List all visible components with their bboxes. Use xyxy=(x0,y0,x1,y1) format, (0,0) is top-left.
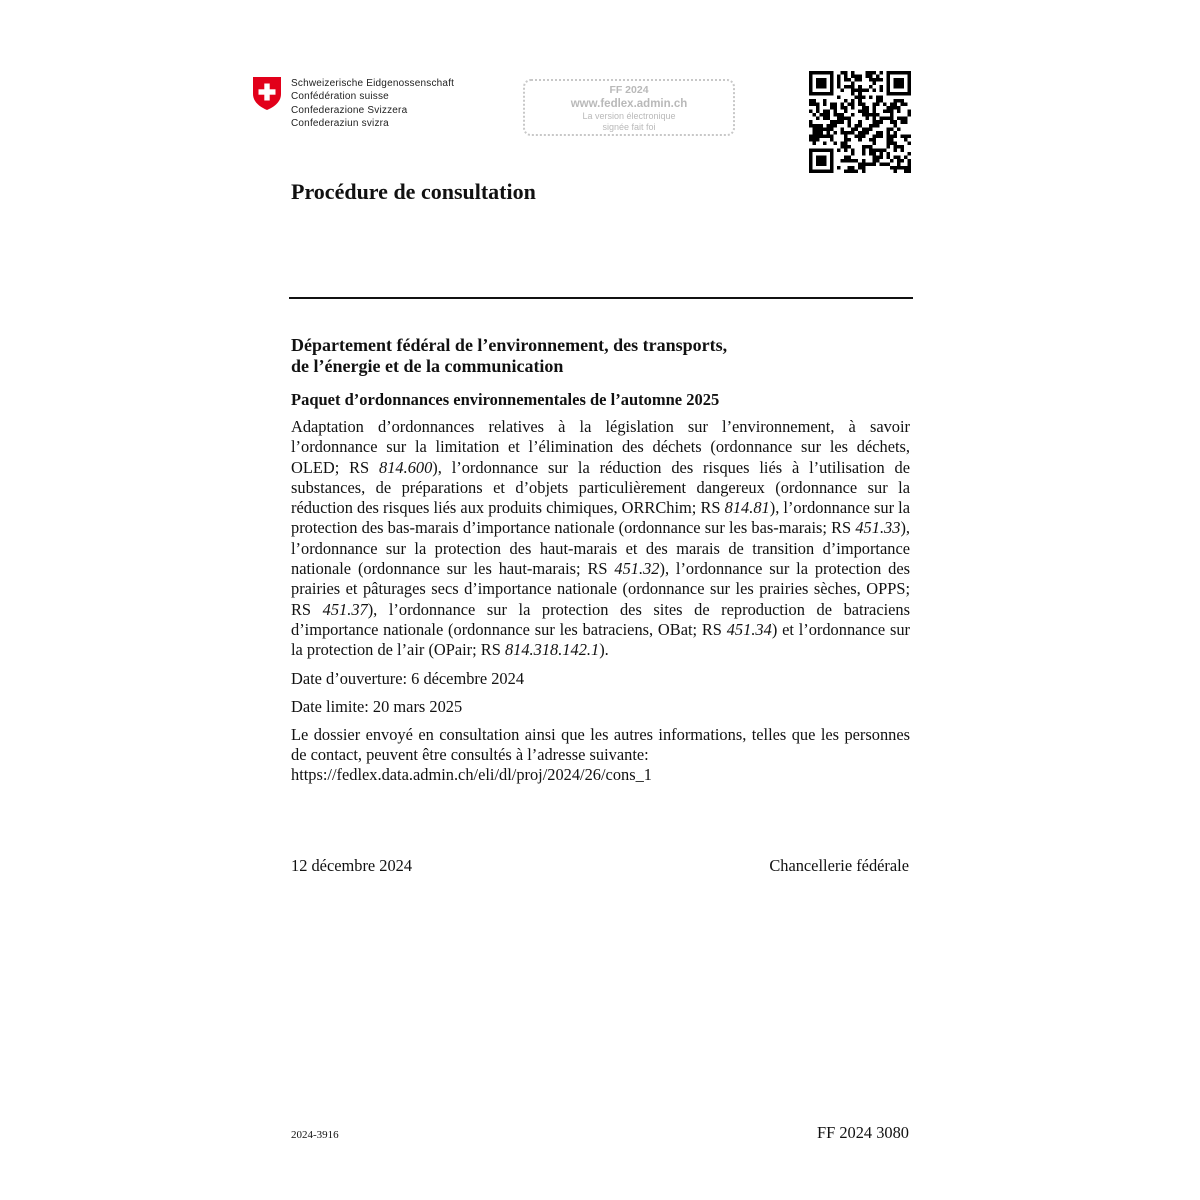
rs-number: 451.37 xyxy=(322,599,368,619)
swiss-shield-icon xyxy=(252,76,282,111)
department-heading xyxy=(291,335,910,377)
stamp-website: www.fedlex.admin.ch xyxy=(570,98,688,110)
main-content xyxy=(291,335,910,785)
rs-number: 451.32 xyxy=(614,559,660,579)
signature-stamp xyxy=(523,79,735,136)
federal-names xyxy=(291,77,454,130)
consultation-description: Adaptation d’ordonnances relatives à la législation sur l’environnement, à savoir l’ordonnance sur la limitation et l’élimination des déchets (ordonnance sur les déchets, OLED; RS 814.600), l’ordonnance sur la réduction des risques liés à l’utilisation de substances, de préparations et d’objets particulièrement dangereux (ordonnance sur la réduction des risques liés aux produits chimiques, ORRChim; RS 814.81), l’ordonnance sur la protection des bas-marais d’importance nationale (ordonnance sur les bas-marais; RS 451.33), l’ordonnance sur la protection des haut-marais et des marais de transition d’importance nationale (ordonnance sur les haut-marais; RS 451.32), l’ordonnance sur la protection des prairies et pâturages secs d’importance nationale (ordonnance sur les prairies sèches, OPPS; RS 451.37), l’ordonnance sur la protection des sites de reproduction de batraciens d’importance nationale (ordonnance sur les batraciens, OBat; RS 451.34) et l’ordonnance sur la protection de l’air (OPair; RS 814.318.142.1). xyxy=(291,417,911,660)
federal-name-fr: Confédération suisse xyxy=(291,91,389,103)
page-title: Procédure de consultation xyxy=(291,179,536,204)
department-line-2: de l’énergie et de la communication xyxy=(291,356,564,376)
signature-date: 12 décembre 2024 xyxy=(291,856,413,875)
dossier-info xyxy=(291,725,910,786)
signature-authority: Chancellerie fédérale xyxy=(769,856,909,875)
federal-name-it: Confederazione Svizzera xyxy=(291,104,408,116)
rs-number: 814.600 xyxy=(379,457,433,477)
rs-number: 814.318.142.1 xyxy=(504,640,600,660)
federal-name-rm: Confederaziun svizra xyxy=(291,117,389,129)
dossier-text: Le dossier envoyé en consultation ainsi que les autres informations, telles que les personnes de contact, peuvent être consultés à l’adresse suivante: xyxy=(291,724,910,764)
qr-code-icon xyxy=(809,71,911,173)
deadline-date: Date limite: 20 mars 2025 xyxy=(291,696,463,716)
federal-logo xyxy=(252,76,454,130)
footer-ff-reference: FF 2024 3080 xyxy=(817,1123,909,1142)
stamp-note-line2: signée fait foi xyxy=(602,122,656,132)
opening-date: Date d’ouverture: 6 décembre 2024 xyxy=(291,668,525,688)
dossier-link[interactable]: https://fedlex.data.admin.ch/eli/dl/proj/2024/26/cons_1 xyxy=(291,765,652,785)
footer-document-number: 2024-3916 xyxy=(291,1129,339,1141)
rs-number: 451.33 xyxy=(855,518,901,538)
title-divider xyxy=(289,297,913,299)
department-line-1: Département fédéral de l’environnement, des transports, xyxy=(291,335,728,355)
stamp-note-line1: La version électronique xyxy=(582,111,676,121)
consultation-subject: Paquet d’ordonnances environnementales de l’automne 2025 xyxy=(291,390,720,409)
federal-name-de: Schweizerische Eidgenossenschaft xyxy=(291,78,455,89)
rs-number: 451.34 xyxy=(726,619,772,639)
rs-number: 814.81 xyxy=(724,498,770,518)
stamp-ff-year: FF 2024 xyxy=(609,84,649,96)
